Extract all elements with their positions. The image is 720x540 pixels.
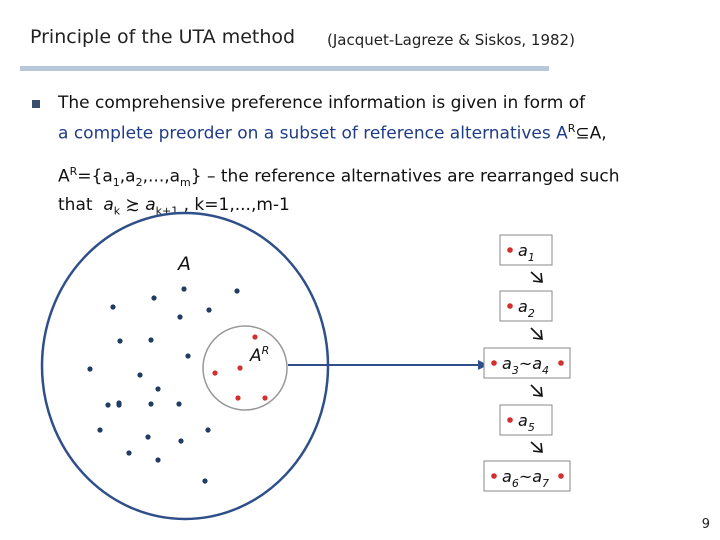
set-a-label: A <box>178 253 191 275</box>
var-a: a <box>145 195 156 215</box>
reference-dot <box>507 247 513 253</box>
reference-dot <box>252 334 257 339</box>
ranking-label: $a_6\sim a_7$ <box>502 467 550 490</box>
index-range: , k=1,...,m-1 <box>183 195 290 215</box>
alternative-dot <box>97 427 102 432</box>
alternative-dot <box>155 386 160 391</box>
reference-dot <box>507 303 513 309</box>
alternative-dot <box>148 337 153 342</box>
subset-label: $A^R$ <box>250 344 270 366</box>
alternative-dot <box>234 288 239 293</box>
text-line-2-tail: A, <box>589 123 607 144</box>
reference-dot <box>558 473 564 479</box>
slide-title: Principle of the UTA method <box>30 26 296 48</box>
alternative-dot <box>185 353 190 358</box>
text-line-1: The comprehensive preference information is given in form of <box>58 93 586 113</box>
set-open: ={a <box>77 166 113 187</box>
reference-dot <box>212 370 217 375</box>
alternative-dot <box>137 372 142 377</box>
alternative-dot <box>110 304 115 309</box>
alternative-dot <box>205 427 210 432</box>
ranking-label: $a_2$ <box>518 297 535 320</box>
subset-symbol: ⊆ <box>575 123 590 144</box>
superscript: R <box>567 122 576 135</box>
alternative-dot <box>126 450 131 455</box>
subscript: 1 <box>112 176 120 190</box>
reference-dot <box>558 360 564 366</box>
alternative-dot <box>176 401 181 406</box>
reference-dot <box>262 395 267 400</box>
reference-dot <box>491 360 497 366</box>
that-word: that <box>58 195 93 215</box>
alternative-dot <box>177 314 182 319</box>
reference-dot <box>491 473 497 479</box>
preference-arrow-icon <box>531 272 541 281</box>
ranking-label: $a_3\sim a_4$ <box>502 354 550 377</box>
subscript: k <box>113 204 121 218</box>
set-comma: ,...,a <box>142 166 181 187</box>
set-comma: ,a <box>119 166 136 187</box>
subscript: m <box>180 176 191 190</box>
alternative-dot <box>151 295 156 300</box>
var-a: a <box>103 195 114 215</box>
preference-arrow-icon <box>531 385 541 395</box>
alternative-dot <box>148 401 153 406</box>
set-a: A <box>58 166 70 187</box>
alternative-dot <box>181 286 186 291</box>
text-line-2-main: a complete preorder on a subset of reference alternatives A <box>58 123 568 144</box>
ranking-label: $a_1$ <box>518 241 535 264</box>
preference-arrow-icon <box>531 442 541 451</box>
alternative-dot <box>117 338 122 343</box>
ranking-chain <box>484 235 570 491</box>
subscript: 2 <box>135 176 143 190</box>
page-number: 9 <box>701 517 710 532</box>
reference-dot <box>235 395 240 400</box>
set-close: } – the reference alternatives are rearranged such <box>190 166 620 187</box>
citation: (Jacquet-Lagreze & Siskos, 1982) <box>327 31 575 49</box>
alternative-dot <box>116 400 121 405</box>
reference-subset-circle <box>203 326 287 410</box>
reference-dot <box>507 417 513 423</box>
alternative-dot <box>105 402 110 407</box>
reference-dot <box>237 365 242 370</box>
alternative-dot <box>145 434 150 439</box>
preference-symbol: ≿ <box>125 195 140 215</box>
preference-arrow-icon <box>531 328 541 338</box>
superscript: R <box>69 165 78 178</box>
subscript: k+1 <box>155 204 179 218</box>
alternative-dot <box>178 438 183 443</box>
alternative-dot <box>206 307 211 312</box>
alternative-dots <box>87 286 270 483</box>
alternative-dot <box>155 457 160 462</box>
alternative-dot <box>87 366 92 371</box>
alternative-dot <box>202 478 207 483</box>
ranking-label: $a_5$ <box>518 411 535 434</box>
